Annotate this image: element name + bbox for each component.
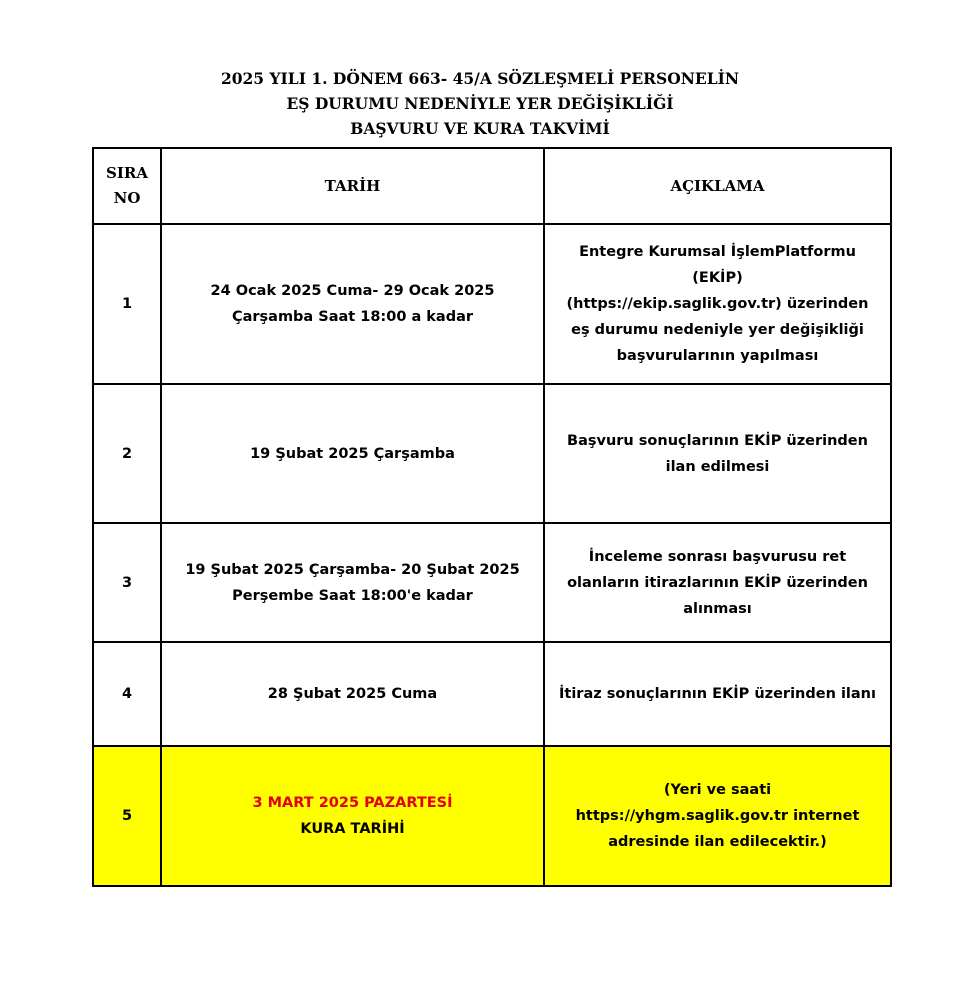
description-line: (EKİP) bbox=[692, 270, 743, 286]
table-row bbox=[93, 224, 891, 384]
description-line: Başvuru sonuçlarının EKİP üzerinden bbox=[567, 432, 868, 449]
row-date bbox=[161, 642, 544, 746]
row-description bbox=[544, 224, 891, 384]
date-line: 19 Şubat 2025 Çarşamba- 20 Şubat 2025 bbox=[185, 561, 520, 578]
description-line: ilan edilmesi bbox=[665, 458, 770, 475]
row-description bbox=[544, 523, 891, 642]
table-row bbox=[93, 523, 891, 642]
row-number: 2 bbox=[93, 384, 161, 523]
header-sira-line1: SIRA bbox=[106, 164, 148, 182]
description-line: eş durumu nedeniyle yer değişikliği bbox=[571, 322, 864, 338]
date-line: 19 Şubat 2025 Çarşamba bbox=[250, 445, 455, 462]
description-line: adresinde ilan edilecektir.) bbox=[608, 834, 827, 850]
row-date bbox=[161, 224, 544, 384]
header-aciklama: AÇIKLAMA bbox=[544, 148, 891, 224]
date-line: Çarşamba Saat 18:00 a kadar bbox=[231, 309, 474, 325]
date-line: 28 Şubat 2025 Cuma bbox=[267, 686, 438, 702]
header-tarih: TARİH bbox=[161, 148, 544, 224]
date-line: 24 Ocak 2025 Cuma- 29 Ocak 2025 bbox=[210, 283, 495, 299]
table-row bbox=[93, 642, 891, 746]
row-date bbox=[161, 523, 544, 642]
table-row-highlighted bbox=[93, 746, 891, 886]
header-sira-line2: NO bbox=[113, 189, 141, 207]
date-line: Perşembe Saat 18:00'e kadar bbox=[232, 587, 473, 604]
description-line: alınması bbox=[683, 600, 752, 617]
row-description bbox=[544, 746, 891, 886]
header-sira-no bbox=[93, 148, 161, 224]
date-line: KURA TARİHİ bbox=[300, 821, 405, 837]
row-number: 5 bbox=[93, 746, 161, 886]
row-number: 4 bbox=[93, 642, 161, 746]
row-description bbox=[544, 642, 891, 746]
row-number: 3 bbox=[93, 523, 161, 642]
title-line-3: BAŞVURU VE KURA TAKVİMİ bbox=[350, 119, 610, 138]
row-description bbox=[544, 384, 891, 523]
table-header-row bbox=[93, 148, 891, 224]
description-line: başvurularının yapılması bbox=[616, 348, 819, 364]
title-line-2: EŞ DURUMU NEDENİYLE YER DEĞİŞİKLİĞİ bbox=[286, 94, 674, 113]
row-number: 1 bbox=[93, 224, 161, 384]
description-line: Entegre Kurumsal İşlemPlatformu bbox=[579, 244, 856, 260]
description-line: İnceleme sonrası başvurusu ret bbox=[588, 548, 847, 565]
description-line: İtiraz sonuçlarının EKİP üzerinden ilanı bbox=[559, 686, 876, 702]
description-line: olanların itirazlarının EKİP üzerinden bbox=[567, 574, 868, 591]
description-line: (Yeri ve saati bbox=[663, 782, 772, 798]
description-line: (https://ekip.saglik.gov.tr) üzerinden bbox=[566, 296, 869, 312]
document-title bbox=[0, 66, 960, 141]
row-date bbox=[161, 746, 544, 886]
lottery-date: 3 MART 2025 PAZARTESİ bbox=[252, 795, 453, 811]
title-line-1: 2025 YILI 1. DÖNEM 663- 45/A SÖZLEŞMELİ PERSONELİN bbox=[220, 69, 740, 88]
description-line: https://yhgm.saglik.gov.tr internet bbox=[575, 808, 860, 824]
row-date bbox=[161, 384, 544, 523]
schedule-table bbox=[92, 147, 892, 887]
table-row bbox=[93, 384, 891, 523]
